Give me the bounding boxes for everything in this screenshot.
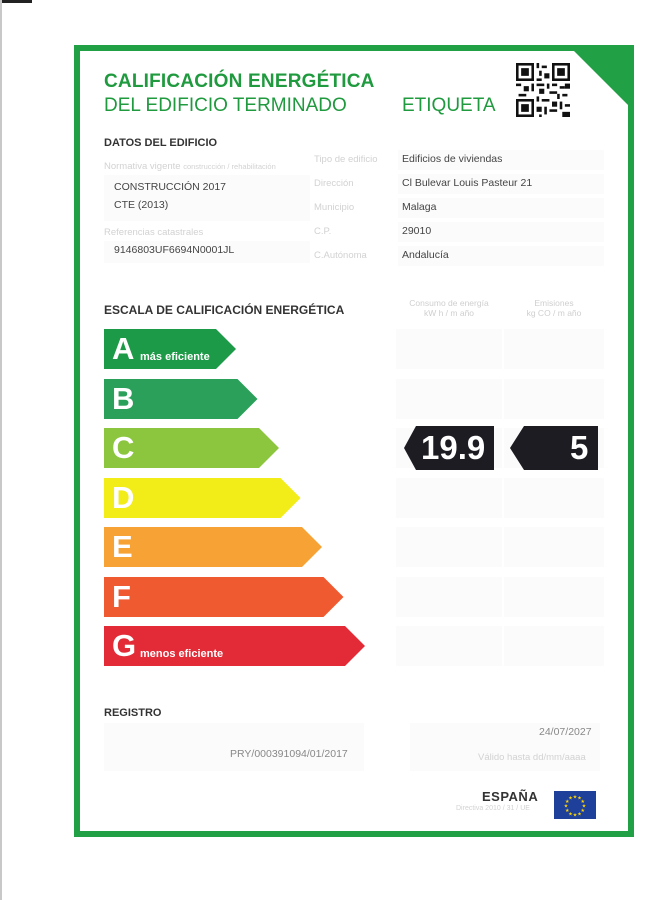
valid-until-label: Válido hasta dd/mm/aaaa: [478, 752, 586, 763]
energy-class-f: [104, 577, 344, 617]
emisiones-cell: [504, 478, 604, 518]
cp-value: 29010: [402, 225, 432, 237]
registro-section-title: REGISTRO: [104, 707, 162, 719]
country-label: ESPAÑA: [482, 789, 539, 804]
energy-class-a: [104, 329, 236, 369]
consumo-cell: [396, 626, 502, 666]
star-icon: ★: [572, 794, 578, 801]
energy-class-letter: C: [112, 430, 135, 465]
energy-class-d: [104, 478, 301, 518]
normativa-line-1: CONSTRUCCIÓN 2017: [114, 181, 227, 193]
star-icon: ★: [563, 803, 569, 810]
energy-class-c: [104, 428, 279, 468]
municipio-value: Malaga: [402, 201, 437, 213]
star-icon: ★: [580, 799, 586, 805]
corner-triangle: [572, 49, 630, 107]
normativa-label: Normativa vigente construcción / rehabilitación: [104, 161, 276, 172]
emisiones-cell: [504, 577, 604, 617]
star-icon: ★: [568, 811, 573, 818]
energy-class-g: [104, 626, 365, 666]
registro-date: 24/07/2027: [539, 726, 592, 738]
scale-section-title: ESCALA DE CALIFICACIÓN ENERGÉTICA: [104, 303, 345, 317]
catastral-value: 9146803UF6694N0001JL: [114, 244, 235, 256]
emisiones-indicator: [510, 426, 598, 470]
ca-label: C.Autónoma: [314, 250, 367, 261]
energy-class-letter: G: [112, 628, 137, 663]
energy-class-letter: D: [112, 479, 135, 515]
energy-class-letter: F: [112, 578, 131, 614]
energy-class-note: menos eficiente: [140, 648, 224, 660]
ca-value: Andalucía: [402, 249, 449, 261]
title-line-2: DEL EDIFICIO TERMINADO: [104, 95, 347, 116]
title-line-1: CALIFICACIÓN ENERGÉTICA: [104, 71, 375, 92]
cp-label: C.P.: [314, 226, 332, 237]
registro-number-box: [104, 723, 364, 771]
consumo-indicator: [404, 426, 494, 470]
star-icon: ★: [581, 803, 587, 810]
tipo-value: Edificios de viviendas: [402, 153, 503, 165]
scan-mark: [0, 0, 32, 3]
normativa-line-2: CTE (2013): [114, 199, 169, 211]
emisiones-value: 5: [570, 429, 589, 466]
energy-class-letter: B: [112, 380, 135, 416]
consumo-cell: [396, 527, 502, 567]
energy-class-note: más eficiente: [140, 351, 210, 363]
registro-number: PRY/000391094/01/2017: [230, 748, 348, 760]
consumo-cell: [396, 329, 502, 369]
direccion-value: Cl Bulevar Louis Pasteur 21: [402, 177, 533, 189]
energy-label-frame: [74, 45, 634, 837]
emisiones-cell: [504, 329, 604, 369]
emisiones-cell: [504, 527, 604, 567]
star-icon: ★: [580, 808, 586, 814]
municipio-label: Municipio: [314, 202, 355, 213]
label-title: ETIQUETA: [402, 95, 496, 116]
star-icon: ★: [564, 799, 570, 805]
star-icon: ★: [564, 808, 570, 814]
directive-label: Directiva 2010 / 31 / UE: [456, 805, 530, 812]
energy-class-letter: A: [112, 331, 135, 366]
consumo-header: Consumo de energía kW h / m año: [409, 298, 489, 318]
star-icon: ★: [577, 795, 582, 802]
energy-class-e: [104, 527, 322, 567]
tipo-label: Tipo de edificio: [314, 154, 378, 165]
star-icon: ★: [568, 795, 573, 802]
star-icon: ★: [577, 811, 582, 818]
energy-class-letter: E: [112, 529, 133, 564]
energy-class-b: [104, 379, 258, 419]
eu-flag-icon: [554, 791, 596, 819]
consumo-cell: [396, 478, 502, 518]
consumo-cell: [396, 577, 502, 617]
consumo-value: 19.9: [421, 429, 486, 466]
catastral-label: Referencias catastrales: [104, 227, 204, 238]
emisiones-cell: [504, 379, 604, 419]
star-icon: ★: [572, 812, 578, 819]
emisiones-cell: [504, 626, 604, 666]
direccion-label: Dirección: [314, 178, 354, 189]
consumo-cell: [396, 379, 502, 419]
scan-edge: [0, 0, 2, 900]
emisiones-header: Emisiones kg CO / m año: [526, 298, 582, 318]
normativa-sublabel: construcción / rehabilitación: [183, 162, 276, 171]
qr-code-icon: [516, 63, 570, 117]
building-section-title: DATOS DEL EDIFICIO: [104, 137, 218, 149]
